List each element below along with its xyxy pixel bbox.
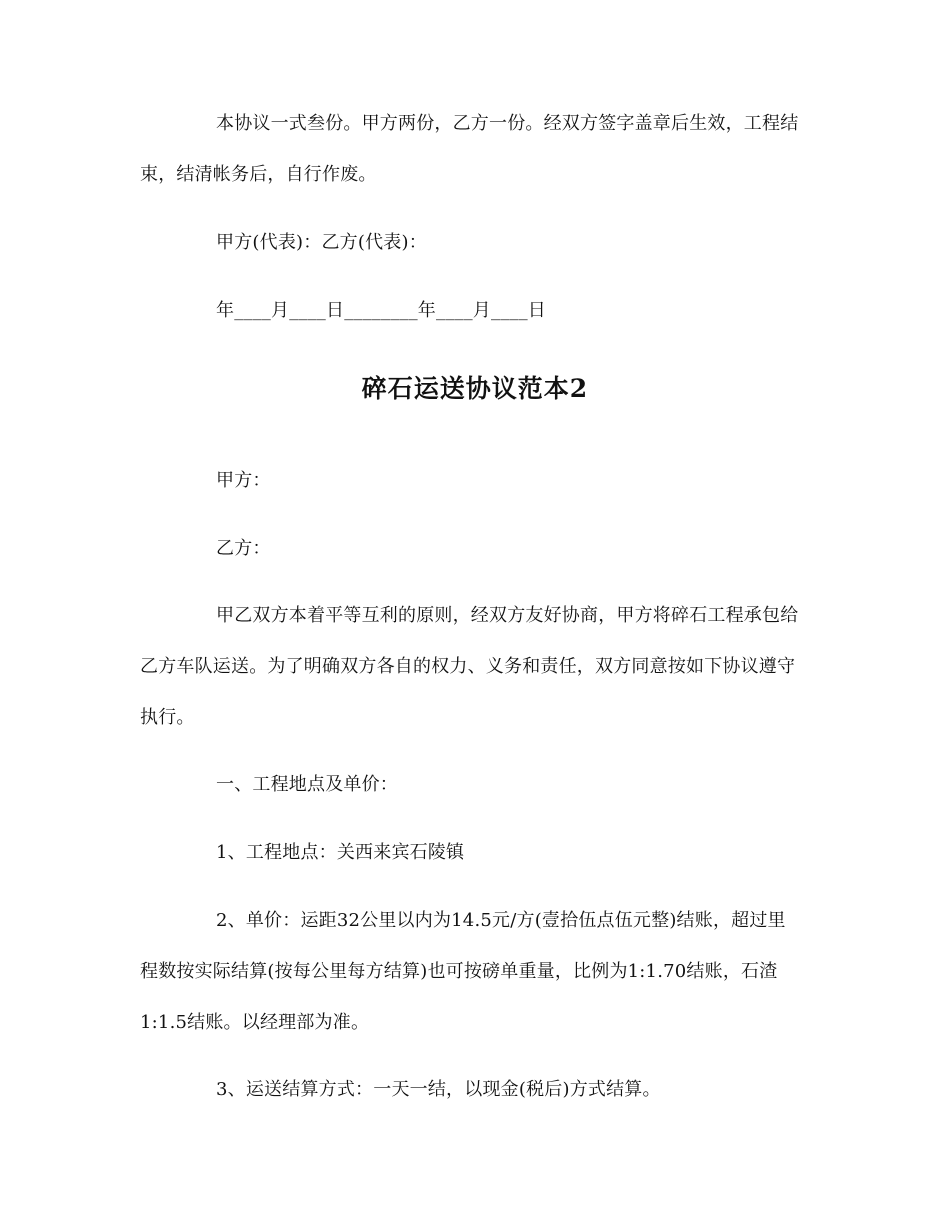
intro-paragraph-line-3: 执行。 [140,707,195,728]
closing-paragraph-line-2: 束，结清帐务后，自行作废。 [140,164,377,185]
item-2-price-line-3: 1:1.5结账。以经理部为准。 [140,1012,370,1033]
intro-paragraph-line-2: 乙方车队运送。为了明确双方各自的权力、义务和责任，双方同意按如下协议遵守 [140,656,796,677]
section-heading-1: 一、工程地点及单价： [216,774,398,795]
item-2-price-line-2: 程数按实际结算(按每公里每方结算)也可按磅单重量，比例为1:1.70结账，石渣 [140,961,778,982]
party-a-label: 甲方： [216,470,271,491]
closing-paragraph-line-1: 本协议一式叁份。甲方两份，乙方一份。经双方签字盖章后生效，工程结 [216,113,799,134]
item-3-settlement: 3、运送结算方式：一天一结，以现金(税后)方式结算。 [216,1079,661,1100]
document-title: 碎石运送协议范本2 [361,374,589,403]
signature-line: 甲方(代表)：乙方(代表)： [216,232,427,253]
item-1-location: 1、工程地点：关西来宾石陵镇 [216,842,465,863]
party-b-label: 乙方： [216,538,271,559]
date-line: 年____月____日________年____月____日 [216,300,546,321]
intro-paragraph-line-1: 甲乙双方本着平等互利的原则，经双方友好协商，甲方将碎石工程承包给 [216,605,799,626]
item-2-price-line-1: 2、单价：运距32公里以内为14.5元/方(壹拾伍点伍元整)结账，超过里 [216,910,786,931]
